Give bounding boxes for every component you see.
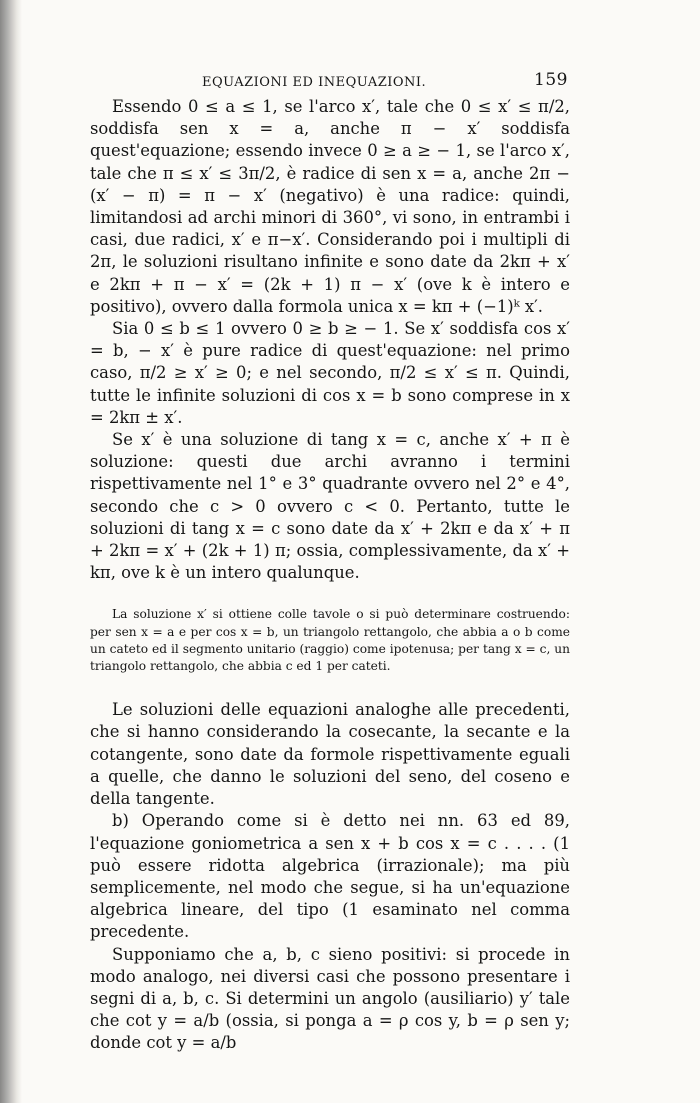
- running-title: EQUAZIONI ED INEQUAZIONI.: [202, 75, 427, 90]
- paragraph-sine-solutions: Essendo 0 ≤ a ≤ 1, se l'arco x′, tale che 0 ≤ x′ ≤ π/2, soddisfa sen x = a, anche π − x′ soddisfa quest'equazione; essendo invece 0 ≥ a ≥ − 1, se l'arco x′, tale che π ≤ x′ ≤ 3π/2, è radice di sen x = a, anche 2π − (x′ − π) = π − x′ (negativo) è una radice: quindi, limitandosi ad archi minori di 360°, vi sono, in entrambi i casi, due radici, x′ e π−x′. Considerando poi i multipli di 2π, le soluzioni risultano infinite e sono date da 2kπ + x′ e 2kπ + π − x′ = (2k + 1) π − x′ (ove k è intero e positivo), ovvero dalla formola unica x = kπ + (−1)ᵏ x′.: [90, 97, 570, 316]
- paragraph-analogous-equations: Le soluzioni delle equazioni analoghe alle precedenti, che si hanno considerando la cosecante, la secante e la cotangente, sono date da formole rispettivamente eguali a quelle, che danno le soluzioni del seno, del coseno e della tangente.: [90, 700, 570, 809]
- footnote-construction: La soluzione x′ si ottiene colle tavole o si può determinare costruendo: per sen x = a e per cos x = b, un triangolo rettangolo, che abbia a o b come un cateto ed il segmento unitario (raggio) come ipotenusa; per tang x = c, un triangolo rettangolo, che abbia c ed 1 per cateti.: [90, 607, 570, 674]
- page-header: [90, 70, 570, 96]
- paragraph-cosine-solutions: Sia 0 ≤ b ≤ 1 ovvero 0 ≥ b ≥ − 1. Se x′ soddisfa cos x′ = b, − x′ è pure radice di quest'equazione: nel primo caso, π/2 ≥ x′ ≥ 0; e nel secondo, π/2 ≤ x′ ≤ π. Quindi, tutte le infinite soluzioni di cos x = b sono comprese in x = 2kπ ± x′.: [90, 319, 570, 427]
- paragraph-tangent-solutions: Se x′ è una soluzione di tang x = c, anche x′ + π è soluzione: questi due archi avranno i termini rispettivamente nel 1° e 3° quadrante ovvero nel 2° e 4°, secondo che c > 0 ovvero c < 0. Pertanto, tutte le soluzioni di tang x = c sono date da x′ + 2kπ e da x′ + π + 2kπ = x′ + (2k + 1) π; ossia, complessivamente, da x′ + kπ, ove k è un intero qualunque.: [90, 430, 570, 583]
- paragraph-b-operating: b) Operando come si è detto nei nn. 63 ed 89, l'equazione goniometrica a sen x + b cos x = c . . . . (1 può essere ridotta algebrica (irrazionale); ma più semplicemente, nel modo che segue, si ha un'equazione algebrica lineare, del tipo (1 esaminato nel comma precedente.: [90, 811, 570, 942]
- binding-shadow: [0, 0, 22, 1103]
- page-number: 159: [534, 70, 568, 90]
- book-page: [90, 70, 570, 1055]
- paragraph-suppose-positive: Supponiamo che a, b, c sieno positivi: si procede in modo analogo, nei diversi casi che possono presentare i segni di a, b, c. Si determini un angolo (ausiliario) y′ tale che cot y = a/b (ossia, si ponga a = ρ cos y, b = ρ sen y; donde cot y = a/b: [90, 944, 570, 1053]
